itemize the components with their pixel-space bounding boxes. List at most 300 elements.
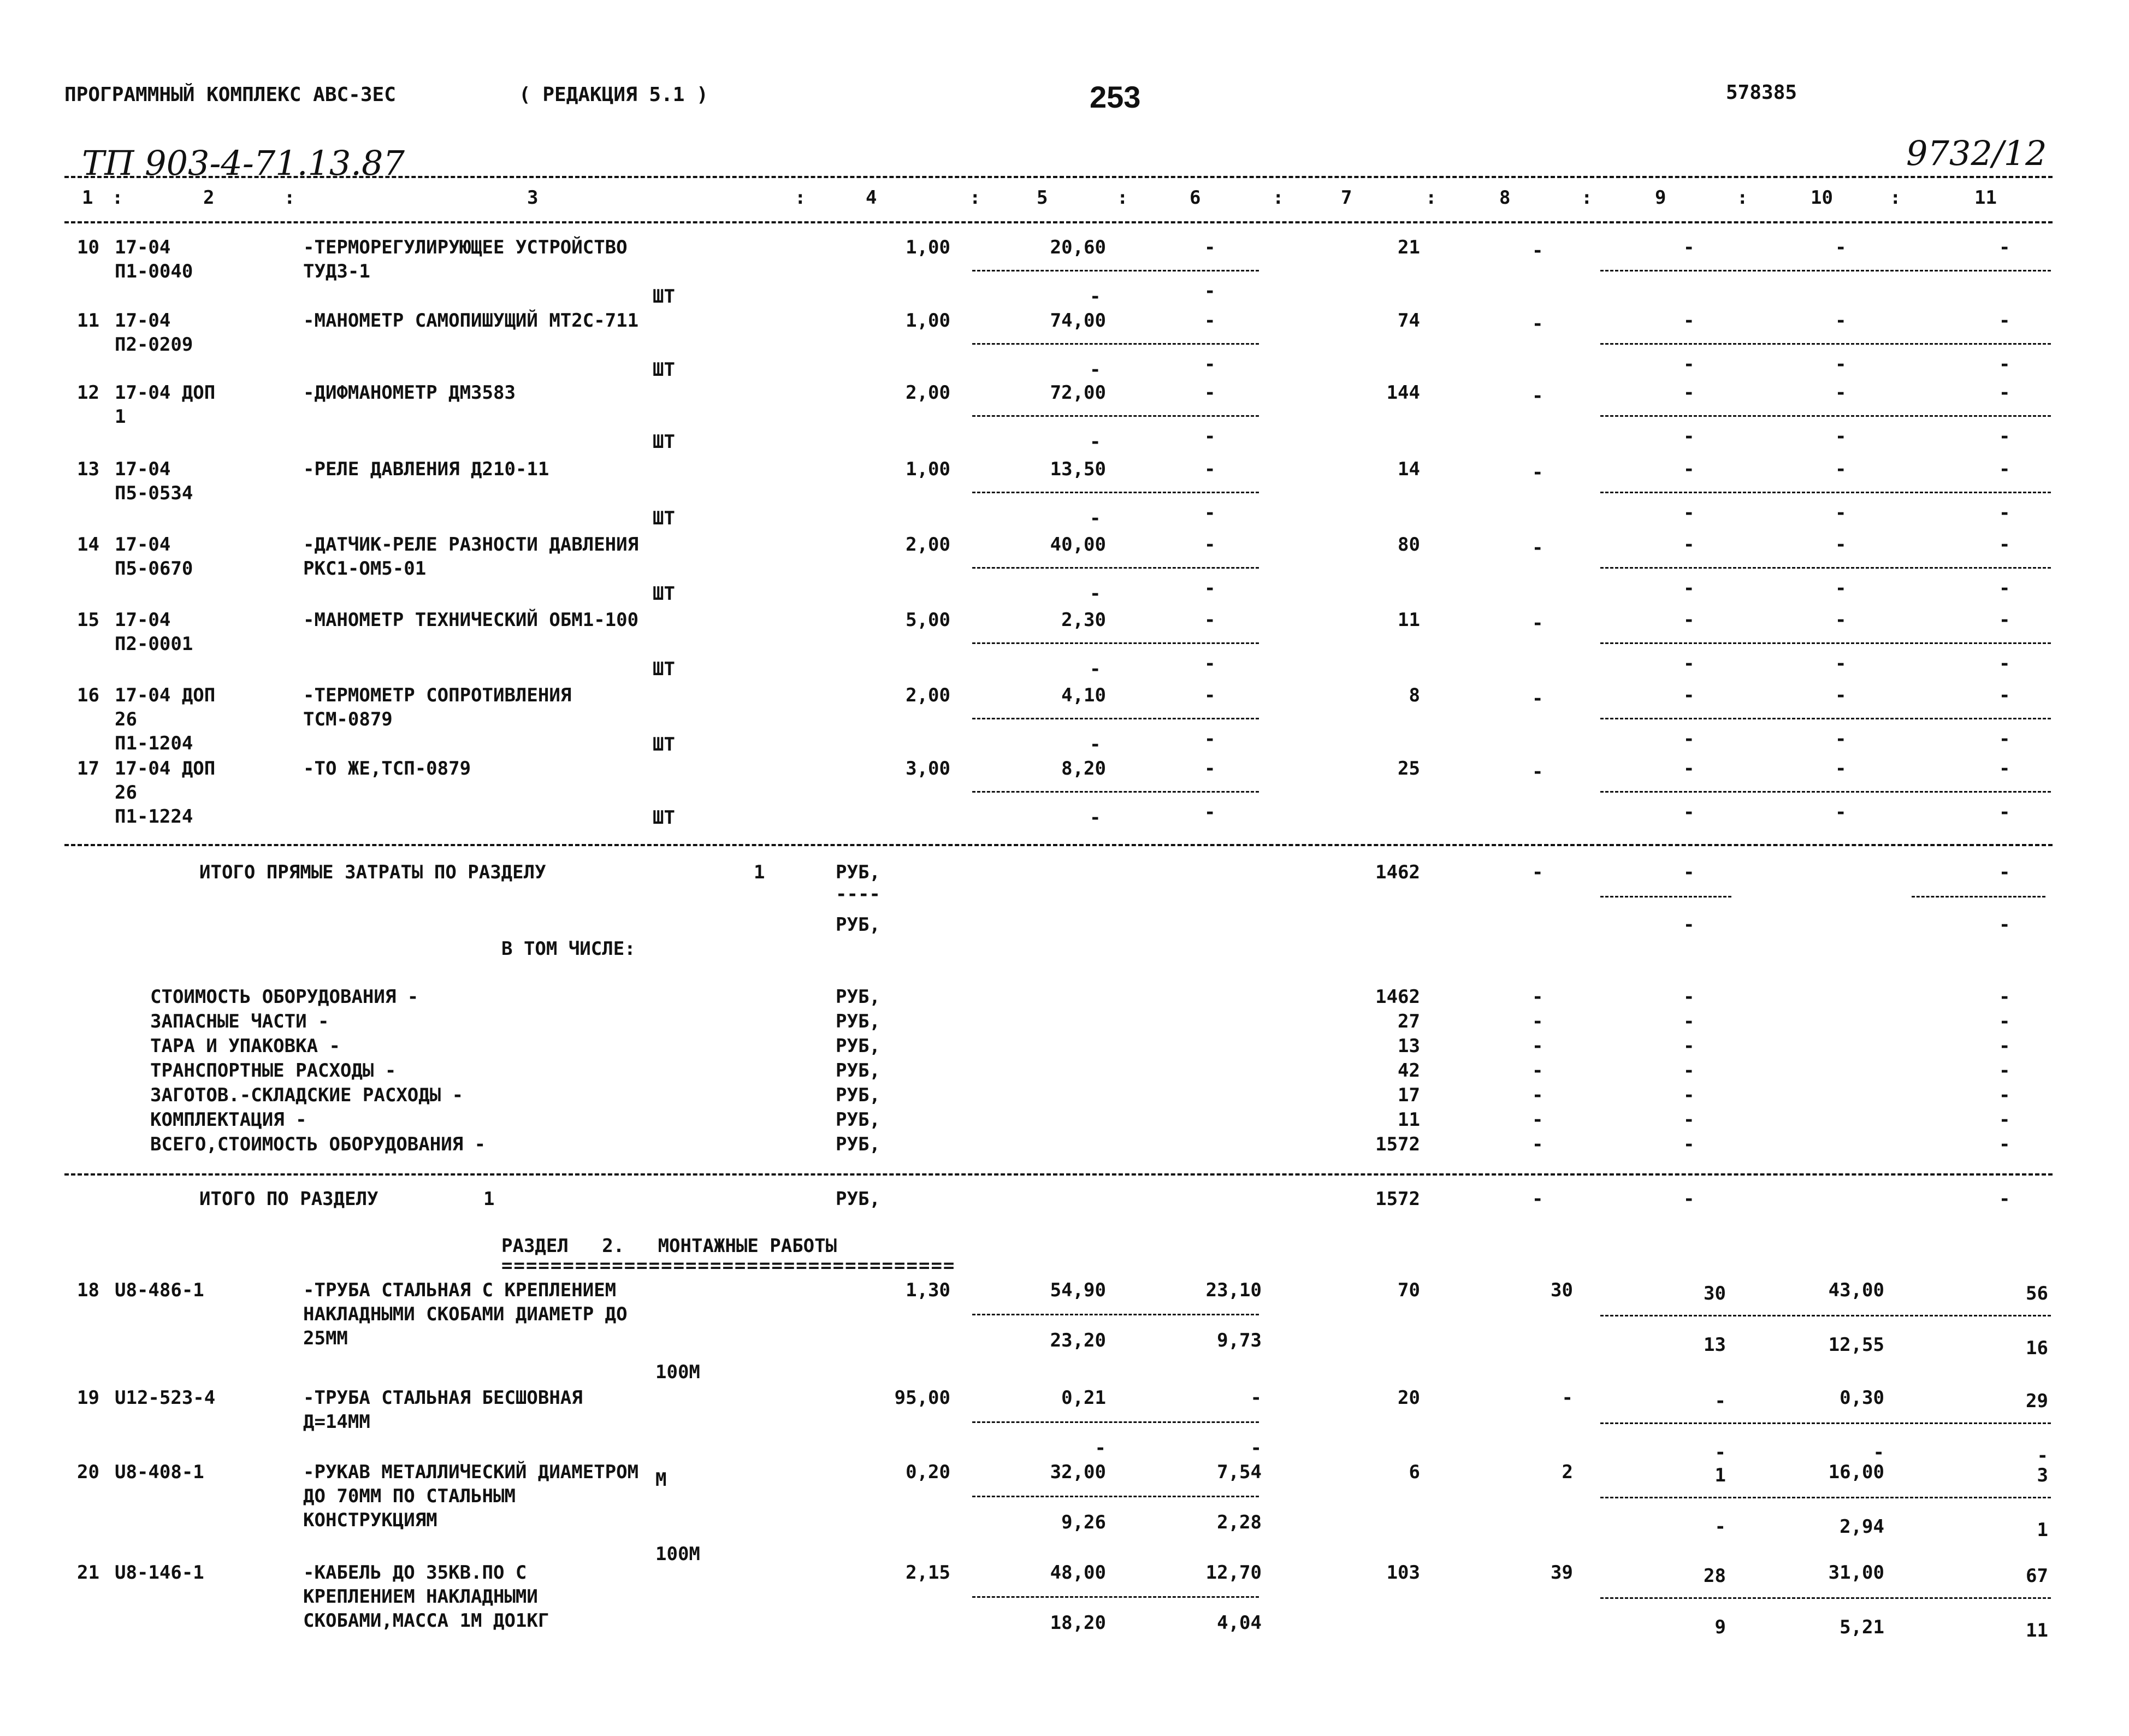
breakdown-c11: - xyxy=(1999,1109,2010,1131)
row-c9: - xyxy=(1683,758,1695,780)
breakdown-label: СТОИМОСТЬ ОБОРУДОВАНИЯ - xyxy=(150,986,419,1008)
column-header-rule xyxy=(64,221,2053,223)
row-c9-sub: - xyxy=(1683,577,1695,599)
row-price: 13,50 xyxy=(1050,458,1106,480)
breakdown-unit: РУБ, xyxy=(836,986,880,1008)
row-c6: - xyxy=(1204,758,1216,780)
breakdown-label: ЗАПАСНЫЕ ЧАСТИ - xyxy=(150,1011,329,1032)
row-name: -ТО ЖЕ,ТСП-0879 xyxy=(303,758,471,780)
row-c9: - xyxy=(1683,684,1695,706)
row-c10: - xyxy=(1835,758,1847,780)
row-name: -КАБЕЛЬ ДО 35КВ.ПО С xyxy=(303,1562,527,1584)
row-code: 26 xyxy=(115,708,137,730)
section2-title: РАЗДЕЛ 2. МОНТАЖНЫЕ РАБОТЫ xyxy=(501,1235,837,1257)
column-header-2: 2 xyxy=(203,187,215,209)
row-unit: ШТ xyxy=(653,286,675,308)
column-separator: : xyxy=(1426,187,1437,209)
row-c9: - xyxy=(1683,458,1695,480)
row-sub-rule xyxy=(972,492,1259,493)
breakdown-c7: 11 xyxy=(1398,1109,1420,1131)
row-c6: - xyxy=(1204,310,1216,332)
row-c8: - xyxy=(1532,240,1543,262)
row-qty: 1,00 xyxy=(906,458,950,480)
row-total: 8 xyxy=(1409,684,1420,706)
row-c11-sub: - xyxy=(1999,801,2010,823)
row-price-sub: - xyxy=(1090,734,1101,755)
row-code: 1 xyxy=(115,406,126,428)
row-sub-rule xyxy=(972,642,1259,644)
row-total: 14 xyxy=(1398,458,1420,480)
column-header-9: 9 xyxy=(1655,187,1666,209)
row-c10-sub: 2,94 xyxy=(1840,1516,1884,1538)
row-c11-sub: - xyxy=(1999,353,2010,375)
row-name: ДО 70ММ ПО СТАЛЬНЫМ xyxy=(303,1485,516,1507)
row-code: 17-04 xyxy=(115,310,171,332)
row-right-rule xyxy=(1600,567,2051,569)
breakdown-label: ВСЕГО,СТОИМОСТЬ ОБОРУДОВАНИЯ - xyxy=(150,1133,486,1155)
breakdown-c8: - xyxy=(1532,1011,1543,1032)
row-total: 74 xyxy=(1398,310,1420,332)
row-number: 19 xyxy=(77,1387,99,1409)
row-code: U8-486-1 xyxy=(115,1279,204,1301)
row-c9-sub: - xyxy=(1714,1516,1726,1538)
breakdown-c9: - xyxy=(1683,1084,1695,1106)
row-total: 21 xyxy=(1398,237,1420,258)
row-c8: 30 xyxy=(1551,1279,1573,1301)
breakdown-label: КОМПЛЕКТАЦИЯ - xyxy=(150,1109,307,1131)
column-header-6: 6 xyxy=(1190,187,1201,209)
row-code: 17-04 ДОП xyxy=(115,758,216,780)
row-c6-sub: - xyxy=(1250,1437,1262,1459)
row-unit: ШТ xyxy=(653,658,675,680)
section-total-unit: РУБ, xyxy=(836,1188,880,1210)
row-c8: - xyxy=(1532,462,1543,483)
row-c10: - xyxy=(1835,310,1847,332)
row-c6: - xyxy=(1250,1387,1262,1409)
row-sub-rule xyxy=(972,718,1259,719)
row-c11-sub: - xyxy=(1999,502,2010,524)
direct-costs-c9-rule xyxy=(1600,896,1731,897)
row-qty: 95,00 xyxy=(894,1387,950,1409)
row-code: 17-04 xyxy=(115,609,171,631)
row-c6-sub: - xyxy=(1204,801,1216,823)
row-c9-sub: - xyxy=(1683,353,1695,375)
row-name: РКС1-ОМ5-01 xyxy=(303,558,427,580)
row-qty: 0,20 xyxy=(906,1461,950,1483)
row-price: 54,90 xyxy=(1050,1279,1106,1301)
breakdown-unit: РУБ, xyxy=(836,1109,880,1131)
row-c10-sub: 12,55 xyxy=(1828,1334,1884,1356)
row-code: П5-0534 xyxy=(115,482,193,504)
row-c6: - xyxy=(1204,684,1216,706)
row-name: -ДИФМАНОМЕТР ДМ3583 xyxy=(303,382,516,404)
row-sub-rule xyxy=(972,791,1259,793)
column-separator: : xyxy=(1737,187,1748,209)
column-separator: : xyxy=(1890,187,1901,209)
breakdown-c9: - xyxy=(1683,1133,1695,1155)
row-number: 12 xyxy=(77,382,99,404)
row-right-rule xyxy=(1600,718,2051,719)
row-c10-sub: - xyxy=(1873,1442,1884,1463)
row-unit: ШТ xyxy=(653,507,675,529)
breakdown-unit: РУБ, xyxy=(836,1011,880,1032)
direct-costs-dashes: ---- xyxy=(836,883,880,905)
row-number: 18 xyxy=(77,1279,99,1301)
row-c10: 43,00 xyxy=(1828,1279,1884,1301)
row-c11: 29 xyxy=(2026,1390,2048,1412)
breakdown-c9: - xyxy=(1683,986,1695,1008)
row-price-sub: - xyxy=(1090,507,1101,529)
breakdown-c11: - xyxy=(1999,1035,2010,1057)
row-c8: 2 xyxy=(1562,1461,1573,1483)
row-c11-sub: 16 xyxy=(2026,1337,2048,1359)
row-c11: - xyxy=(1999,458,2010,480)
row-c10: - xyxy=(1835,534,1847,556)
row-right-rule xyxy=(1600,642,2051,644)
row-c10-sub: - xyxy=(1835,577,1847,599)
row-c8: - xyxy=(1532,537,1543,559)
row-price-sub: 9,26 xyxy=(1061,1511,1106,1533)
row-c6-sub: - xyxy=(1204,426,1216,447)
breakdown-c7: 1572 xyxy=(1375,1133,1420,1155)
row-c10: - xyxy=(1835,684,1847,706)
row-code: 17-04 xyxy=(115,237,171,258)
breakdown-c8: - xyxy=(1532,986,1543,1008)
section2-title-rule: ===================================== xyxy=(501,1255,956,1277)
breakdown-c7: 1462 xyxy=(1375,986,1420,1008)
row-c11: - xyxy=(1999,237,2010,258)
row-right-rule xyxy=(1600,1315,2051,1316)
row-qty: 2,00 xyxy=(906,534,950,556)
row-number: 16 xyxy=(77,684,99,706)
row-qty: 5,00 xyxy=(906,609,950,631)
row-price-sub: - xyxy=(1090,658,1101,680)
row-number: 15 xyxy=(77,609,99,631)
row-right-rule xyxy=(1600,270,2051,271)
direct-costs-c11: - xyxy=(1999,861,2010,883)
direct-costs-c7: 1462 xyxy=(1375,861,1420,883)
breakdown-c8: - xyxy=(1532,1035,1543,1057)
row-c6-sub: - xyxy=(1204,353,1216,375)
row-c6: - xyxy=(1204,458,1216,480)
row-c9: - xyxy=(1683,382,1695,404)
row-number: 14 xyxy=(77,534,99,556)
row-price-sub: - xyxy=(1095,1437,1106,1459)
row-c6-sub: 4,04 xyxy=(1217,1612,1262,1634)
row-name: -ДАТЧИК-РЕЛЕ РАЗНОСТИ ДАВЛЕНИЯ xyxy=(303,534,639,556)
row-c10-sub: - xyxy=(1835,728,1847,750)
breakdown-c11: - xyxy=(1999,1133,2010,1155)
row-right-rule xyxy=(1600,1422,2051,1424)
row-c6: - xyxy=(1204,534,1216,556)
breakdown-unit: РУБ, xyxy=(836,1035,880,1057)
row-c11: - xyxy=(1999,310,2010,332)
row-unit: 100М xyxy=(655,1543,700,1565)
row-price: 0,21 xyxy=(1061,1387,1106,1409)
column-separator: : xyxy=(795,187,806,209)
breakdown-label: ЗАГОТОВ.-СКЛАДСКИЕ РАСХОДЫ - xyxy=(150,1084,464,1106)
row-c10-sub: - xyxy=(1835,353,1847,375)
column-separator: : xyxy=(112,187,123,209)
row-price-sub: - xyxy=(1090,286,1101,308)
row-c9-sub: - xyxy=(1683,728,1695,750)
row-code: П5-0670 xyxy=(115,558,193,580)
row-c11: - xyxy=(1999,758,2010,780)
breakdown-c7: 27 xyxy=(1398,1011,1420,1032)
row-c6-sub: - xyxy=(1204,280,1216,302)
column-header-10: 10 xyxy=(1811,187,1833,209)
header-rule xyxy=(64,176,2053,178)
row-right-rule xyxy=(1600,1497,2051,1498)
row-c11: 67 xyxy=(2026,1565,2048,1587)
row-right-rule xyxy=(1600,492,2051,493)
row-unit: 100М xyxy=(655,1361,700,1383)
column-separator: : xyxy=(1273,187,1284,209)
row-total: 103 xyxy=(1386,1562,1420,1584)
breakdown-c8: - xyxy=(1532,1084,1543,1106)
breakdown-c11: - xyxy=(1999,1060,2010,1082)
row-number: 21 xyxy=(77,1562,99,1584)
row-c10: - xyxy=(1835,458,1847,480)
row-name: СКОБАМИ,МАССА 1М ДО1КГ xyxy=(303,1610,549,1632)
column-separator: : xyxy=(969,187,981,209)
row-code: П1-0040 xyxy=(115,261,193,282)
row-price-sub: - xyxy=(1090,583,1101,605)
row-c6-sub: - xyxy=(1204,728,1216,750)
document-code: 578385 xyxy=(1726,81,1797,104)
breakdown-label: ТАРА И УПАКОВКА - xyxy=(150,1035,340,1057)
row-c6-sub: 2,28 xyxy=(1217,1511,1262,1533)
row-unit: М xyxy=(655,1469,667,1491)
breakdown-c11: - xyxy=(1999,1084,2010,1106)
row-c9-sub: 9 xyxy=(1714,1616,1726,1638)
row-c10-sub: 5,21 xyxy=(1840,1616,1884,1638)
row-name: -МАНОМЕТР ТЕХНИЧЕСКИЙ ОБМ1-100 xyxy=(303,609,639,631)
row-code: U12-523-4 xyxy=(115,1387,216,1409)
row-unit: ШТ xyxy=(653,583,675,605)
breakdown-rule xyxy=(64,1173,2053,1176)
breakdown-c9: - xyxy=(1683,1011,1695,1032)
row-right-rule xyxy=(1600,791,2051,793)
row-c11-sub: - xyxy=(1999,426,2010,447)
row-c8: - xyxy=(1532,688,1543,710)
row-code: 26 xyxy=(115,782,137,804)
row-code: U8-408-1 xyxy=(115,1461,204,1483)
sheet-number-handwritten: 9732/12 xyxy=(1906,133,2047,173)
row-c10: 0,30 xyxy=(1840,1387,1884,1409)
row-code: 17-04 xyxy=(115,534,171,556)
direct-costs-c8: - xyxy=(1532,861,1543,883)
row-c8: - xyxy=(1532,313,1543,335)
row-price: 74,00 xyxy=(1050,310,1106,332)
row-price: 40,00 xyxy=(1050,534,1106,556)
row-qty: 2,00 xyxy=(906,382,950,404)
column-header-8: 8 xyxy=(1499,187,1511,209)
row-name: 25ММ xyxy=(303,1327,348,1349)
row-sub-rule xyxy=(972,270,1259,271)
row-c8: - xyxy=(1562,1387,1573,1409)
column-header-5: 5 xyxy=(1037,187,1048,209)
column-header-7: 7 xyxy=(1341,187,1352,209)
row-price: 2,30 xyxy=(1061,609,1106,631)
row-c10-sub: - xyxy=(1835,502,1847,524)
row-c10-sub: - xyxy=(1835,426,1847,447)
row-qty: 2,00 xyxy=(906,684,950,706)
row-qty: 3,00 xyxy=(906,758,950,780)
row-price-sub: - xyxy=(1090,359,1101,381)
breakdown-c9: - xyxy=(1683,1060,1695,1082)
breakdown-c11: - xyxy=(1999,986,2010,1008)
direct-costs-c9b: - xyxy=(1683,914,1695,936)
row-number: 20 xyxy=(77,1461,99,1483)
row-name: -ТЕРМОРЕГУЛИРУЮЩЕЕ УСТРОЙСТВО xyxy=(303,237,628,258)
row-price-sub: 23,20 xyxy=(1050,1330,1106,1351)
row-sub-rule xyxy=(972,1314,1259,1315)
section-total-c11: - xyxy=(1999,1188,2010,1210)
row-name: КОНСТРУКЦИЯМ xyxy=(303,1509,437,1531)
row-code: П2-0001 xyxy=(115,633,193,655)
row-c8: - xyxy=(1532,761,1543,783)
row-c9-sub: - xyxy=(1683,653,1695,675)
row-price: 4,10 xyxy=(1061,684,1106,706)
row-c9-sub: - xyxy=(1683,426,1695,447)
row-c6: - xyxy=(1204,237,1216,258)
row-c6: - xyxy=(1204,609,1216,631)
row-name: -МАНОМЕТР САМОПИШУЩИЙ МТ2С-711 xyxy=(303,310,639,332)
row-name: -ТЕРМОМЕТР СОПРОТИВЛЕНИЯ xyxy=(303,684,572,706)
row-unit: ШТ xyxy=(653,431,675,453)
row-number: 13 xyxy=(77,458,99,480)
direct-costs-c11-rule xyxy=(1912,896,2045,897)
row-qty: 1,00 xyxy=(906,310,950,332)
row-c11: 56 xyxy=(2026,1283,2048,1304)
row-right-rule xyxy=(1600,1597,2051,1599)
column-header-11: 11 xyxy=(1974,187,1997,209)
row-price: 20,60 xyxy=(1050,237,1106,258)
row-c11-sub: - xyxy=(1999,577,2010,599)
row-c9: - xyxy=(1683,534,1695,556)
row-sub-rule xyxy=(972,415,1259,417)
row-code: 17-04 ДОП xyxy=(115,684,216,706)
row-c9: - xyxy=(1683,310,1695,332)
row-sub-rule xyxy=(972,343,1259,345)
row-unit: ШТ xyxy=(653,359,675,381)
breakdown-c7: 13 xyxy=(1398,1035,1420,1057)
row-sub-rule xyxy=(972,567,1259,569)
breakdown-c8: - xyxy=(1532,1133,1543,1155)
row-right-rule xyxy=(1600,343,2051,345)
row-price-sub: - xyxy=(1090,431,1101,453)
row-code: U8-146-1 xyxy=(115,1562,204,1584)
row-total: 11 xyxy=(1398,609,1420,631)
row-c10: - xyxy=(1835,382,1847,404)
row-name: ТУДЗ-1 xyxy=(303,261,370,282)
section-total-label: ИТОГО ПО РАЗДЕЛУ xyxy=(199,1188,379,1210)
direct-costs-label: ИТОГО ПРЯМЫЕ ЗАТРАТЫ ПО РАЗДЕЛУ xyxy=(199,861,546,883)
row-c11: 3 xyxy=(2037,1465,2048,1486)
direct-costs-c9: - xyxy=(1683,861,1695,883)
row-c10: 31,00 xyxy=(1828,1562,1884,1584)
breakdown-c8: - xyxy=(1532,1109,1543,1131)
column-header-3: 3 xyxy=(527,187,539,209)
row-code: П2-0209 xyxy=(115,334,193,356)
row-c10: - xyxy=(1835,609,1847,631)
section-total-c9: - xyxy=(1683,1188,1695,1210)
row-c9: 30 xyxy=(1704,1283,1726,1304)
row-price-sub: - xyxy=(1090,807,1101,829)
row-c9-sub: 13 xyxy=(1704,1334,1726,1356)
row-code: 17-04 ДОП xyxy=(115,382,216,404)
row-unit: ШТ xyxy=(653,807,675,829)
row-c10-sub: - xyxy=(1835,801,1847,823)
row-code: 17-04 xyxy=(115,458,171,480)
row-price: 72,00 xyxy=(1050,382,1106,404)
row-code: П1-1224 xyxy=(115,806,193,828)
row-c11-sub: - xyxy=(2037,1445,2048,1467)
row-name: -ТРУБА СТАЛЬНАЯ С КРЕПЛЕНИЕМ xyxy=(303,1279,617,1301)
breakdown-c9: - xyxy=(1683,1035,1695,1057)
row-price: 32,00 xyxy=(1050,1461,1106,1483)
row-c6: 23,10 xyxy=(1205,1279,1262,1301)
section-total-c7: 1572 xyxy=(1375,1188,1420,1210)
column-header-4: 4 xyxy=(866,187,877,209)
column-separator: : xyxy=(1117,187,1128,209)
breakdown-label: ТРАНСПОРТНЫЕ РАСХОДЫ - xyxy=(150,1060,397,1082)
row-c11-sub: 1 xyxy=(2037,1519,2048,1541)
row-c9: - xyxy=(1714,1390,1726,1412)
row-c10: 16,00 xyxy=(1828,1461,1884,1483)
row-c9-sub: - xyxy=(1683,801,1695,823)
breakdown-c9: - xyxy=(1683,1109,1695,1131)
breakdown-unit: РУБ, xyxy=(836,1084,880,1106)
row-sub-rule xyxy=(972,1496,1259,1497)
row-number: 17 xyxy=(77,758,99,780)
edition-label: ( РЕДАКЦИЯ 5.1 ) xyxy=(519,84,708,106)
row-c9: - xyxy=(1683,237,1695,258)
project-number-handwritten: ТП 903-4-71.13.87 xyxy=(82,143,405,183)
row-name: КРЕПЛЕНИЕМ НАКЛАДНЫМИ xyxy=(303,1586,538,1608)
row-name: -РЕЛЕ ДАВЛЕНИЯ Д210-11 xyxy=(303,458,549,480)
row-c11-sub: 11 xyxy=(2026,1620,2048,1641)
row-number: 10 xyxy=(77,237,99,258)
row-c8: - xyxy=(1532,385,1543,407)
row-total: 25 xyxy=(1398,758,1420,780)
row-c10-sub: - xyxy=(1835,653,1847,675)
column-separator: : xyxy=(1581,187,1593,209)
row-code: П1-1204 xyxy=(115,733,193,754)
row-c9: - xyxy=(1683,609,1695,631)
row-c9-sub: - xyxy=(1683,502,1695,524)
section-total-c8: - xyxy=(1532,1188,1543,1210)
row-qty: 1,30 xyxy=(906,1279,950,1301)
row-c6-sub: - xyxy=(1204,653,1216,675)
row-total: 70 xyxy=(1398,1279,1420,1301)
row-c11: - xyxy=(1999,382,2010,404)
direct-costs-unit: РУБ, xyxy=(836,861,880,883)
row-name: -ТРУБА СТАЛЬНАЯ БЕСШОВНАЯ xyxy=(303,1387,583,1409)
row-qty: 2,15 xyxy=(906,1562,950,1584)
row-c6: - xyxy=(1204,382,1216,404)
row-total: 20 xyxy=(1398,1387,1420,1409)
row-price: 8,20 xyxy=(1061,758,1106,780)
row-c6-sub: - xyxy=(1204,577,1216,599)
row-c11-sub: - xyxy=(1999,653,2010,675)
row-c6: 12,70 xyxy=(1205,1562,1262,1584)
row-right-rule xyxy=(1600,415,2051,417)
section1-items-end-rule xyxy=(64,844,2053,846)
column-header-1: 1 xyxy=(82,187,93,209)
page-number: 253 xyxy=(1090,80,1141,114)
